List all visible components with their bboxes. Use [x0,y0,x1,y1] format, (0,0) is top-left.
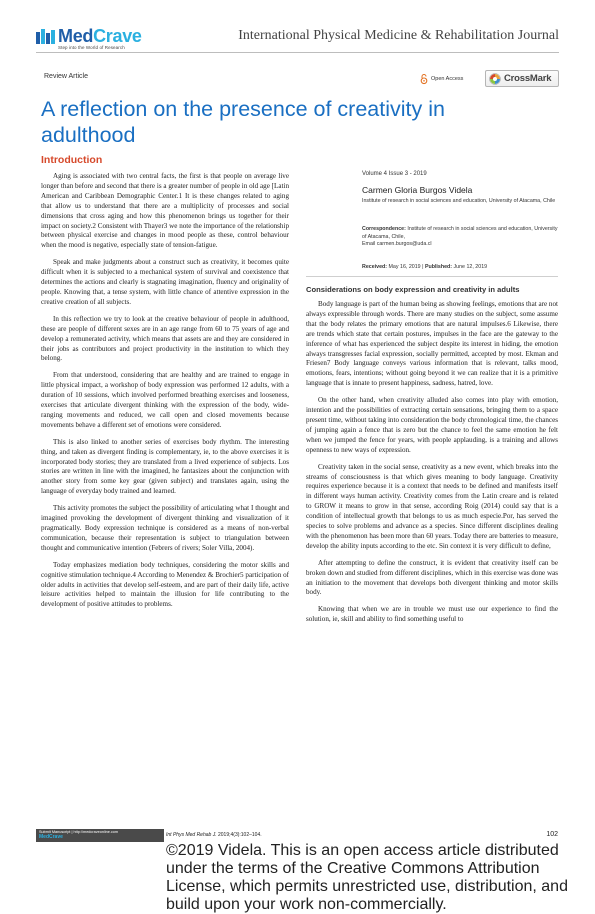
crossmark-button[interactable] [485,70,559,87]
header-divider [36,52,559,53]
footer-brand: MedCrave [39,834,63,840]
crossmark-label: CrossMark [504,73,552,84]
open-lock-icon [420,74,428,84]
submit-manuscript-link[interactable]: Submit Manuscript | http://medcraveonline.com [39,830,119,834]
page-number: 102 [546,831,558,838]
body-paragraph: Aging is associated with two central facts, the first is that people on average live longer than before and second that there is a greater number of people in old age [Latin American and Caribbean Demographic Center.1 It is these changes related to aging that allow us to understand that there are a multiplicity of processes and social dimensions that cross aging and how this phenomenon brings us together for their impact on society.2 Consistent with Thayer3 we note the importance of the relationship between physical exercise and changes in mood people as these, control behaviour when the mood is negative, especially state of tension-fatigue. [41,172,289,250]
author-affiliation: Institute of research in social sciences and education, University of Atacama, Chile [362,198,556,204]
citation [166,832,262,838]
open-access-badge [420,74,463,84]
body-paragraph: Creativity taken in the social sense, creativity as a new event, which breaks into the streams of consciousness is that which gives meaning to body language. Creativity requires experience because it is a context that needs to be defined and manifests itself in different ways human activity. Creativity comes from the Latin creare and is related to GROW it means to grow in that sense, according Roig (2014) could say that is a condition of intellectual growth that belongs to us as much especie.Por, has served the species to solve problems and advance as a species. Since different disciplines dealing with the phenomenon has been more than 60 years. Today there are batteries to measure, develop the ability inputs according to the etc. Sin context it is very difficult to define, [306,462,558,550]
journal-title: International Physical Medicine & Rehabilitation Journal [238,28,559,43]
left-column [41,154,289,617]
article-dates: Received: May 16, 2019 | Published: June 12, 2019 [362,264,488,270]
body-paragraph: From that understood, considering that are healthy and are trained to engage in little physical impact, a workshop of body expression was performed 12 adults, with a duration of 10 sessions, which involved performed breathing exercises and looseness, exercises that articulate divergent thinking with the expression of the body, wide-ranging movements and reduced, we call open and closed movements because movements behave a different set of emotions were considered. [41,371,289,429]
license-row [166,842,595,914]
article-type: Review Article [44,73,88,80]
body-paragraph: After attempting to define the construct, it is evident that creativity itself can be broken down and studied from different disciplines, which in this exercise was done was an initiation to the movement that develops both divergent thinking and motor skills body. [306,558,558,597]
body-paragraph: Body language is part of the human being as showing feelings, emotions that are not always expressible through words. There are many studies on the subject, some assume that the body relates the primary emotions that are natural impulses.6 Likewise, there are trends which state that certain postures, impulses in the face are the gateway to the inference of what has experienced the subject despite its interest in hiding, the emotion always transgresses facial expression, socially permitted, accepted by most. Ekman and Friesen7 Body language conveys various information that is relevant, talks mood, emotions, fears, intentions; without going beyond it we can realize that it is a primitive language that is innate to present happiness, sadness, hatred, love. [306,300,558,388]
body-paragraph: Knowing that when we are in trouble we must use our experience to find the solution, ie, skill and ability to find something useful to [306,605,558,624]
received-date: May 16, 2019 [388,264,421,270]
correspondence-block [362,226,558,249]
received-label: Received: [362,264,388,270]
right-column [306,285,558,632]
citation-journal: Int Phys Med Rehab J. [166,832,217,838]
logo-tagline: Step into the World of Research [58,45,125,50]
author-name: Carmen Gloria Burgos Videla [362,185,473,195]
body-paragraph: This activity promotes the subject the possibility of articulating what I thought and imagined provoking the development of divergent thinking and visualization of it pragmatically. Body expression technique is considered as a means of non-verbal communication, because their representation is subject to triangulation between thought and communicative intention (Febrers of rivers; Soler Villa, 2004). [41,504,289,552]
volume-issue: Volume 4 Issue 3 - 2019 [362,171,427,177]
body-paragraph: This is also linked to another series of exercises body rhythm. The interesting thing, and taken as divergent finding is complementary, ie, to the above exercises it is incorporated body stories; they are translated from a lived experience of subjects. Los stories are written in line with the imagined, he fantasizes about the conjunction with another story from some key gear (given subject) and translates again, using the language of everyday body trained and learned. [41,437,289,496]
body-paragraph: On the other hand, when creativity alluded also comes into play with emotion, intention and the possibilities of extracting certain sensations, bringing them to a space present time, without taking into consideration the body chronological time, the chances of jumping again a fence that is zero but the chance to feel the same emotion he felt when we jumped the fence for years, with people applauding, is a training and allows openness to new ways of expression. [306,396,558,454]
correspondence-email[interactable]: Email carmen.burgos@uda.cl [362,241,432,248]
medcrave-logo-icon [36,29,55,44]
published-date: June 12, 2019 [453,264,488,270]
crossmark-icon [489,73,501,85]
correspondence-text: Institute of research in social sciences and education, University of Atacama, Chile, [362,226,558,240]
license-text: ©2019 Videla. This is an open access article distributed under the terms of the Creative Commons Attribution License, which permits unrestricted use, distribution, and build upon your work non-commercially. [166,842,568,913]
introduction-heading: Introduction [41,154,103,166]
medcrave-logo[interactable] [36,27,142,51]
meta-divider [306,276,558,277]
considerations-heading: Considerations on body expression and creativity in adults [306,285,520,294]
body-paragraph: Today emphasizes mediation body techniques, considering the motor skills and cognitive stimulation technique.4 According to Menendez & Brochier5 participation of older adults in activities that develop self-esteem, and are part of their daily life, active leisure activities helped to maintain the illusion for life contributing to the development of positive attitudes to problems. [41,560,289,609]
citation-details: 2019;4(3):102‒104. [216,832,262,838]
correspondence-label: Correspondence: [362,226,406,232]
published-label: Published: [424,264,453,270]
submit-manuscript-bar[interactable] [36,829,164,842]
body-paragraph: Speak and make judgments about a construct such as creativity, it becomes quite difficult when it is subjected to a mechanical system of survival and coexistence that determines the actions and clearly is stagnating imagination, fluency and originality of people. Knowing that, a tense system, with little chance of attentive expression in the creative creation of all subjects. [41,258,289,306]
open-access-label: Open Access [431,76,464,82]
logo-name: MedCrave [58,26,142,46]
article-title: A reflection on the presence of creativity in adulthood [41,97,445,147]
body-paragraph: In this reflection we try to look at the creative behaviour of people in adulthood, these are people of different sexes are in an age range from 60 to 75 years of age and develop a remunerated activity, which means that assets are and they are considered in their jobs as contributors and project productivity in the institution to which they belong. [41,314,289,363]
